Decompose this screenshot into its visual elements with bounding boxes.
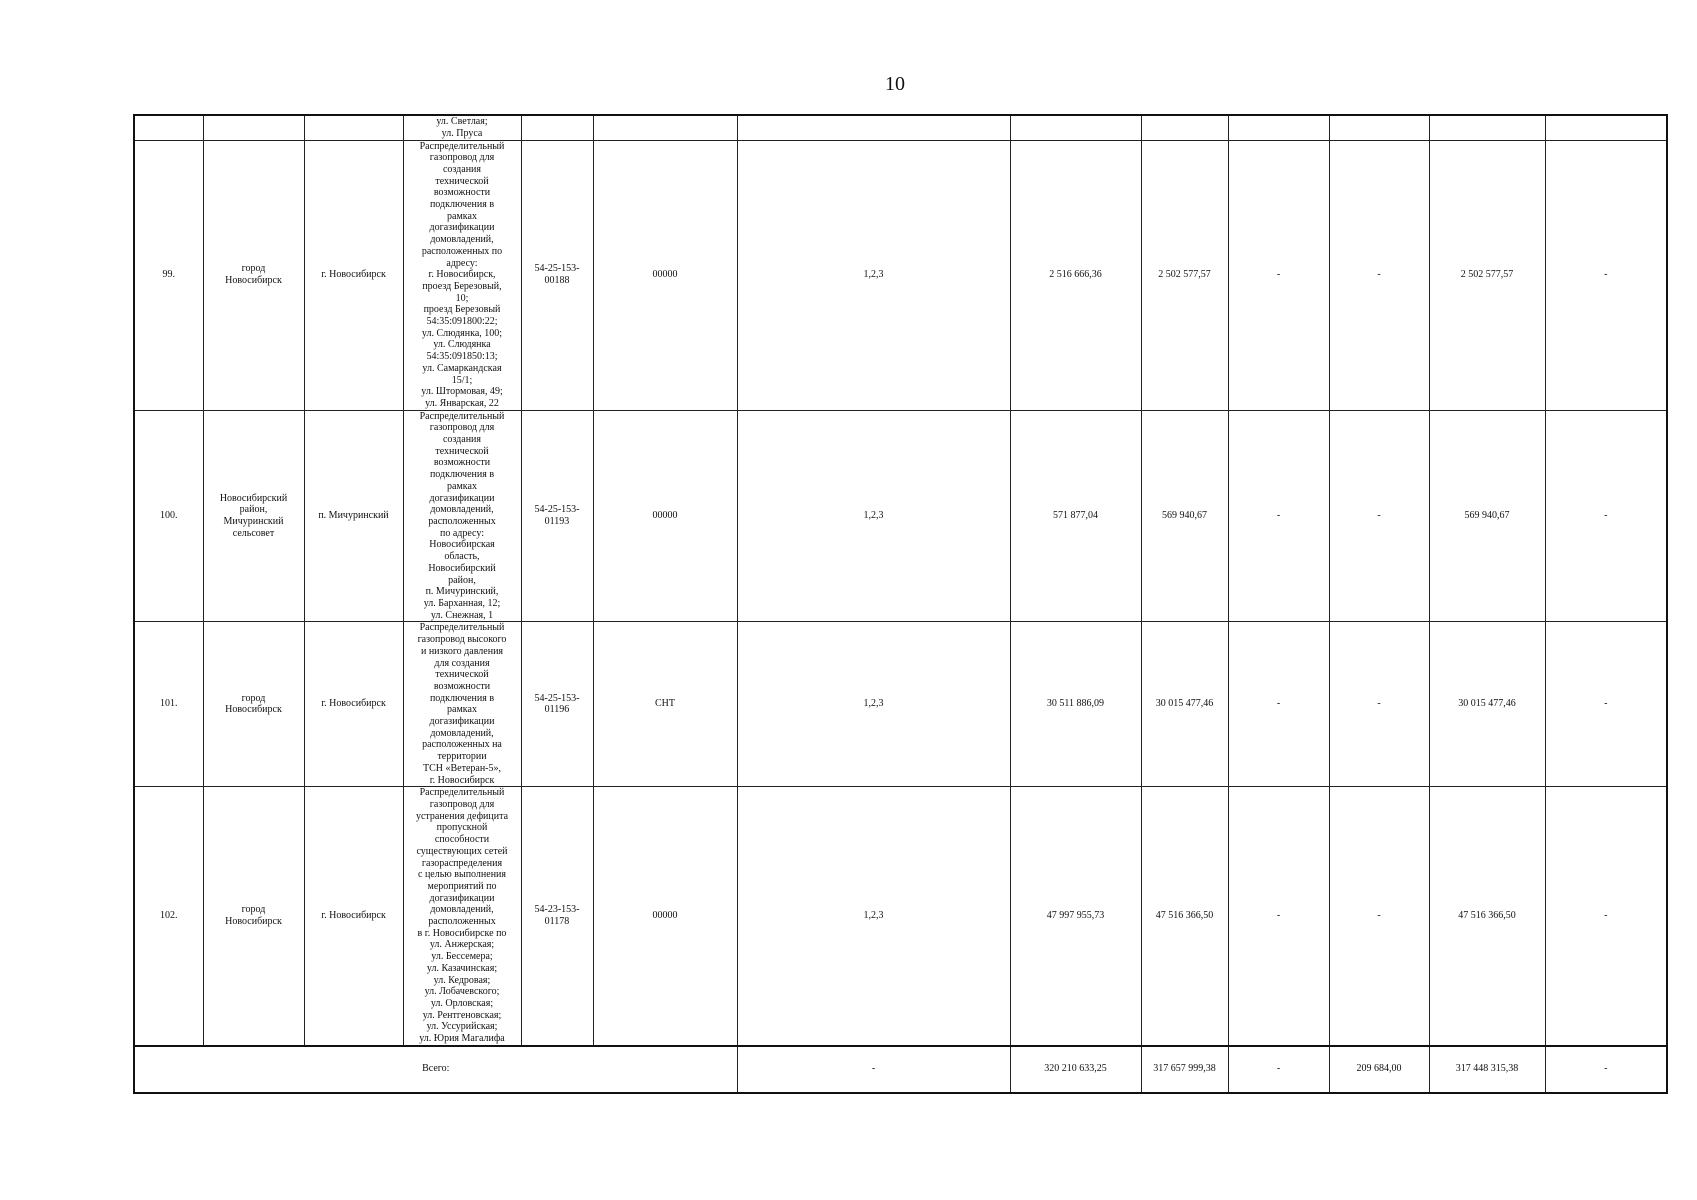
cell-municipality: город Новосибирск <box>203 787 304 1046</box>
table-row-total <box>134 1046 1667 1093</box>
cell-col12 <box>1429 115 1545 140</box>
cell-col11: - <box>1329 787 1429 1046</box>
cell-col6: 00000 <box>593 140 737 410</box>
page-number: 10 <box>885 73 905 95</box>
total-col11: 209 684,00 <box>1329 1046 1429 1093</box>
cell-municipality <box>203 115 304 140</box>
cell-col10 <box>1228 115 1329 140</box>
cell-col8: 30 511 886,09 <box>1010 622 1141 787</box>
cell-code: 54-25-153- 01196 <box>521 622 593 787</box>
cell-municipality: город Новосибирск <box>203 140 304 410</box>
cell-description: Распределительный газопровод высокого и низкого давления для создания технической возможности подключения в рамках догазификации домовладений, расположенных на территории ТСН «Ветеран-5», г. Новосибирск <box>403 622 521 787</box>
cell-col6: 00000 <box>593 787 737 1046</box>
cell-col11: - <box>1329 140 1429 410</box>
cell-description: Распределительный газопровод для устранения дефицита пропускной способности существующих сетей газораспределения с целью выполнения мероприятий по догазификации домовладений, расположенных в г. Новосибирске по ул. Анжерская; ул. Бессемера; ул. Казачинская; ул. Кедровая; ул. Лобачевского; ул. Орловская; ул. Рентгеновская; ул. Уссурийская; ул. Юрия Магалифа <box>403 787 521 1046</box>
cell-code: 54-25-153- 00188 <box>521 140 593 410</box>
cell-settlement: г. Новосибирск <box>304 787 403 1046</box>
table-row <box>134 787 1667 1046</box>
cell-col10: - <box>1228 622 1329 787</box>
table-row <box>134 410 1667 622</box>
cell-code <box>521 115 593 140</box>
cell-col6 <box>593 115 737 140</box>
cell-description: Распределительный газопровод для создания технической возможности подключения в рамках догазификации домовладений, расположенных по адресу: Новосибирская область, Новосибирский район, п. Мичуринский, ул. Барханная, 12; ул. Снежная, 1 <box>403 410 521 622</box>
cell-description: ул. Светлая; ул. Пруса <box>403 115 521 140</box>
cell-col8: 571 877,04 <box>1010 410 1141 622</box>
cell-col8: 47 997 955,73 <box>1010 787 1141 1046</box>
cell-col8: 2 516 666,36 <box>1010 140 1141 410</box>
cell-col7: 1,2,3 <box>737 622 1010 787</box>
cell-settlement: г. Новосибирск <box>304 140 403 410</box>
cell-num <box>134 115 203 140</box>
cell-col7: 1,2,3 <box>737 410 1010 622</box>
total-col9: 317 657 999,38 <box>1141 1046 1228 1093</box>
cell-settlement <box>304 115 403 140</box>
cell-col13 <box>1545 115 1667 140</box>
cell-col12: 569 940,67 <box>1429 410 1545 622</box>
table-row <box>134 140 1667 410</box>
cell-col10: - <box>1228 787 1329 1046</box>
cell-num: 102. <box>134 787 203 1046</box>
cell-col13: - <box>1545 410 1667 622</box>
table-row-continuation <box>134 115 1667 140</box>
cell-col11: - <box>1329 622 1429 787</box>
cell-code: 54-23-153- 01178 <box>521 787 593 1046</box>
cell-col11: - <box>1329 410 1429 622</box>
cell-col7 <box>737 115 1010 140</box>
total-col7: - <box>737 1046 1010 1093</box>
cell-col7: 1,2,3 <box>737 787 1010 1046</box>
cell-settlement: п. Мичуринский <box>304 410 403 622</box>
cell-col12: 30 015 477,46 <box>1429 622 1545 787</box>
cell-col9: 2 502 577,57 <box>1141 140 1228 410</box>
total-label: Всего: <box>134 1046 737 1093</box>
cell-col11 <box>1329 115 1429 140</box>
gasification-table <box>133 114 1668 1094</box>
cell-col12: 47 516 366,50 <box>1429 787 1545 1046</box>
cell-col9: 30 015 477,46 <box>1141 622 1228 787</box>
cell-municipality: город Новосибирск <box>203 622 304 787</box>
total-col8: 320 210 633,25 <box>1010 1046 1141 1093</box>
cell-settlement: г. Новосибирск <box>304 622 403 787</box>
cell-num: 100. <box>134 410 203 622</box>
cell-col9 <box>1141 115 1228 140</box>
cell-col13: - <box>1545 140 1667 410</box>
cell-col10: - <box>1228 140 1329 410</box>
cell-col10: - <box>1228 410 1329 622</box>
cell-num: 101. <box>134 622 203 787</box>
cell-col6: СНТ <box>593 622 737 787</box>
cell-col6: 00000 <box>593 410 737 622</box>
total-col12: 317 448 315,38 <box>1429 1046 1545 1093</box>
cell-col8 <box>1010 115 1141 140</box>
cell-col13: - <box>1545 787 1667 1046</box>
cell-col12: 2 502 577,57 <box>1429 140 1545 410</box>
cell-col13: - <box>1545 622 1667 787</box>
table-row <box>134 622 1667 787</box>
cell-description: Распределительный газопровод для создания технической возможности подключения в рамках догазификации домовладений, расположенных по адресу: г. Новосибирск, проезд Березовый, 10; проезд Березовый 54:35:091800:22; ул. Слюдянка, 100; ул. Слюдянка 54:35:091850:13; ул. Самаркандская 15/1; ул. Штормовая, 49; ул. Январская, 22 <box>403 140 521 410</box>
cell-col7: 1,2,3 <box>737 140 1010 410</box>
total-col13: - <box>1545 1046 1667 1093</box>
cell-col9: 47 516 366,50 <box>1141 787 1228 1046</box>
cell-code: 54-25-153- 01193 <box>521 410 593 622</box>
cell-col9: 569 940,67 <box>1141 410 1228 622</box>
cell-municipality: Новосибирский район, Мичуринский сельсовет <box>203 410 304 622</box>
cell-num: 99. <box>134 140 203 410</box>
total-col10: - <box>1228 1046 1329 1093</box>
